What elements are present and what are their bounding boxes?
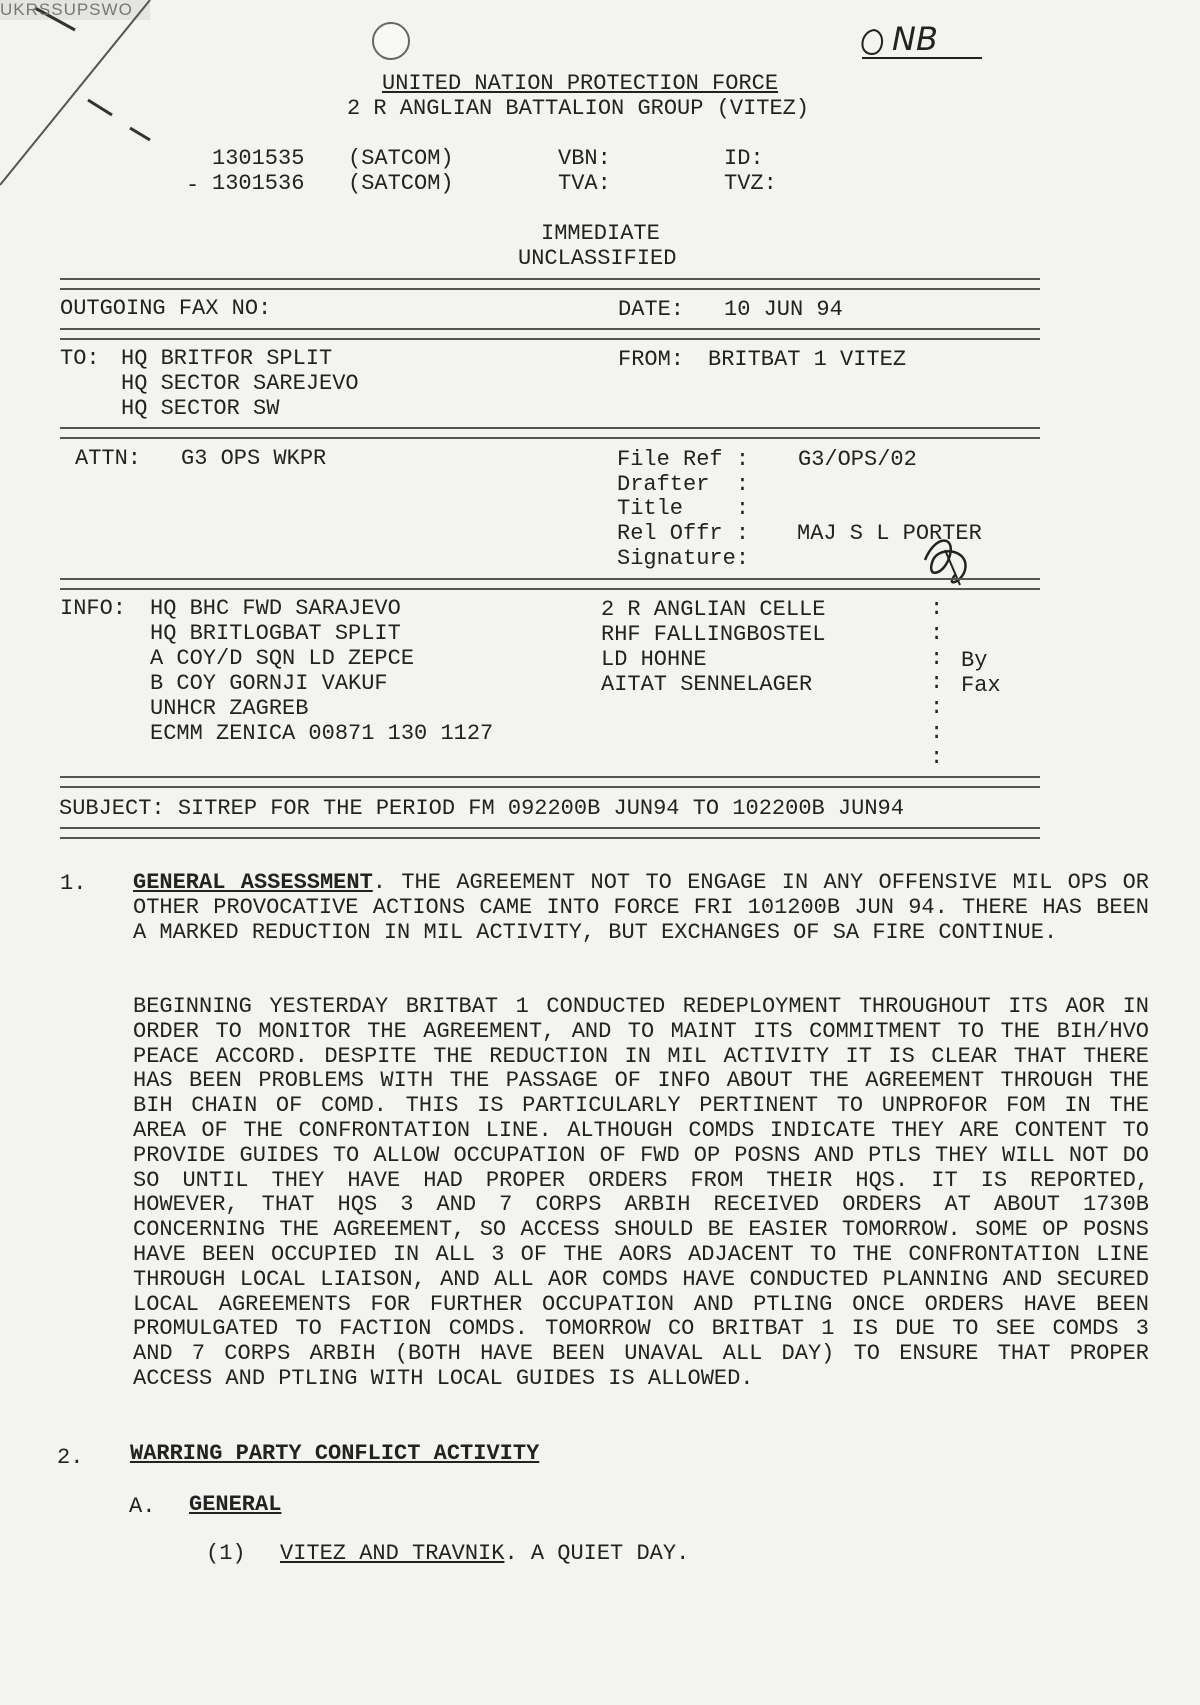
header-line-1: UNITED NATION PROTECTION FORCE [382,71,779,96]
phone-1-number: 1301535 [212,146,305,171]
divider-rule [60,776,1040,788]
section-2-title: WARRING PARTY CONFLICT ACTIVITY [130,1441,540,1466]
to-recipient: HQ SECTOR SW [121,396,280,421]
handwritten-initials [852,18,992,64]
vbn-label: VBN: [558,146,611,171]
rel-offr-value: MAJ S L PORTER [797,521,982,546]
precedence: IMMEDIATE [541,221,660,246]
info-left-item: ECMM ZENICA 00871 130 1127 [150,721,494,746]
divider-rule [60,278,1040,290]
section-2a1-number: (1) [206,1541,246,1566]
phone-1-type: (SATCOM) [348,146,454,171]
attn-label: ATTN: [75,446,142,471]
id-label: ID: [724,146,764,171]
info-right-item: 2 R ANGLIAN CELLE [601,597,826,622]
info-right-item: AITAT SENNELAGER [601,672,813,697]
info-label: INFO: [60,596,127,621]
by-label: By [961,648,988,673]
attn-value: G3 OPS WKPR [181,446,327,471]
punch-hole [372,22,410,60]
classification: UNCLASSIFIED [518,246,677,271]
section-2a-title: GENERAL [189,1492,282,1517]
outgoing-fax-label: OUTGOING FAX NO: [60,296,272,321]
info-left-item: A COY/D SQN LD ZEPCE [150,646,415,671]
date-label: DATE: [618,297,685,322]
divider-rule [60,827,1040,839]
header-line-2: 2 R ANGLIAN BATTALION GROUP (VITEZ) [347,96,810,121]
info-left-item: HQ BHC FWD SARAJEVO [150,596,401,621]
divider-rule [60,328,1040,340]
info-left-item: HQ BRITLOGBAT SPLIT [150,621,401,646]
to-label: TO: [60,346,100,371]
section-2-number: 2. [57,1445,84,1470]
from-label: FROM: [618,347,685,372]
section-2a1-text: . A QUIET DAY. [504,1541,690,1566]
section-2a-number: A. [129,1494,156,1519]
drafter-label: Drafter : [617,472,750,497]
to-recipient: HQ BRITFOR SPLIT [121,346,333,371]
tva-label: TVA: [558,171,611,196]
dash-mark: - [186,173,200,198]
divider-rule [60,427,1040,439]
from-value: BRITBAT 1 VITEZ [708,347,907,372]
file-ref-label: File Ref : [617,447,750,472]
section-1-paragraph-2: BEGINNING YESTERDAY BRITBAT 1 CONDUCTED REDEPLOYMENT THROUGHOUT ITS AOR IN ORDER TO MONITOR THE AGREEMENT, AND TO MAINT ITS COMMITMENT TO THE BIH/HVO PEACE ACCORD. DESPITE THE REDUCTION IN MIL ACTIVITY IT IS CLEAR THAT THERE HAS BEEN PROBLEMS WITH THE PASSAGE OF INFO ABOUT THE AGREEMENT THROUGH THE BIH CHAIN OF COMD. THIS IS PARTICULARLY PERTINENT TO UNPROFOR FOM IN THE AREA OF THE CONFRONTATION LINE. ALTHOUGH COMDS INDICATE THEY ARE CONTENT TO PROVIDE GUIDES TO ALLOW OCCUPATION OF FWD OP POSNS AND PTLS THEY WILL NOT DO SO UNTIL THEY HAVE HAD PROPER ORDERS FROM THEIR HQS. IT IS REPORTED, HOWEVER, THAT HQS 3 AND 7 CORPS ARBIH RECEIVED ORDERS AT ABOUT 1730B CONCERNING THE AGREEMENT, SO ACCESS SHOULD BE EASIER TOMORROW. SOME OP POSNS HAVE BEEN OCCUPIED IN ALL 3 OF THE AORS ADJACENT TO THE CONFRONTATION LINE THROUGH LOCAL LIAISON, AND ALL AOR COMDS HAVE CONDUCTED PLANNING AND SECURED LOCAL AGREEMENTS FOR FURTHER OCCUPATION AND PTLING ONCE ORDERS HAVE BEEN PROMULGATED TO FACTION COMDS. TOMORROW CO BRITBAT 1 IS DUE TO SEE COMDS 3 AND 7 CORPS ARBIH (BOTH HAVE BEEN UNAVAL ALL DAY) TO ENSURE THAT PROPER ACCESS AND PTLING WITH LOCAL GUIDES IS ALLOWED. [133,994,1149,1391]
signature-label: Signature: [617,546,750,571]
date-value: 10 JUN 94 [724,297,843,322]
info-colon-column: : : : : : : : [930,596,944,770]
info-left-item: UNHCR ZAGREB [150,696,309,721]
to-recipient: HQ SECTOR SAREJEVO [121,371,359,396]
section-1-number: 1. [60,871,87,896]
fax-label: Fax [961,673,1001,698]
tvz-label: TVZ: [724,171,777,196]
corner-mark-text: UKRSSUPSWO [0,0,133,19]
info-left-item: B COY GORNJI VAKUF [150,671,388,696]
info-right-item: LD HOHNE [601,647,707,672]
file-ref-value: G3/OPS/02 [798,447,917,472]
corner-fold-mark [0,0,200,200]
divider-rule [60,578,1040,590]
initials-text: NB [892,20,938,58]
rel-offr-label: Rel Offr : [617,521,750,546]
section-1-paragraph-1 [133,871,1149,945]
section-1-title: GENERAL ASSESSMENT [133,870,373,895]
section-2a1-title: VITEZ AND TRAVNIK [280,1541,505,1566]
phone-2-type: (SATCOM) [348,171,454,196]
info-right-item: RHF FALLINGBOSTEL [601,622,826,647]
subject-line: SUBJECT: SITREP FOR THE PERIOD FM 092200B JUN94 TO 102200B JUN94 [59,796,904,821]
section-1-text: . THE AGREEMENT NOT TO ENGAGE IN ANY OFFENSIVE MIL OPS OR OTHER PROVOCATIVE ACTIONS CAME INTO FORCE FRI 101200B JUN 94. THERE HAS BEEN A MARKED REDUCTION IN MIL ACTIVITY, BUT EXCHANGES OF SA FIRE CONTINUE. [133,870,1149,945]
section-2a1-line [280,1541,689,1566]
phone-2-number: 1301536 [212,171,305,196]
title-label: Title : [617,496,750,521]
